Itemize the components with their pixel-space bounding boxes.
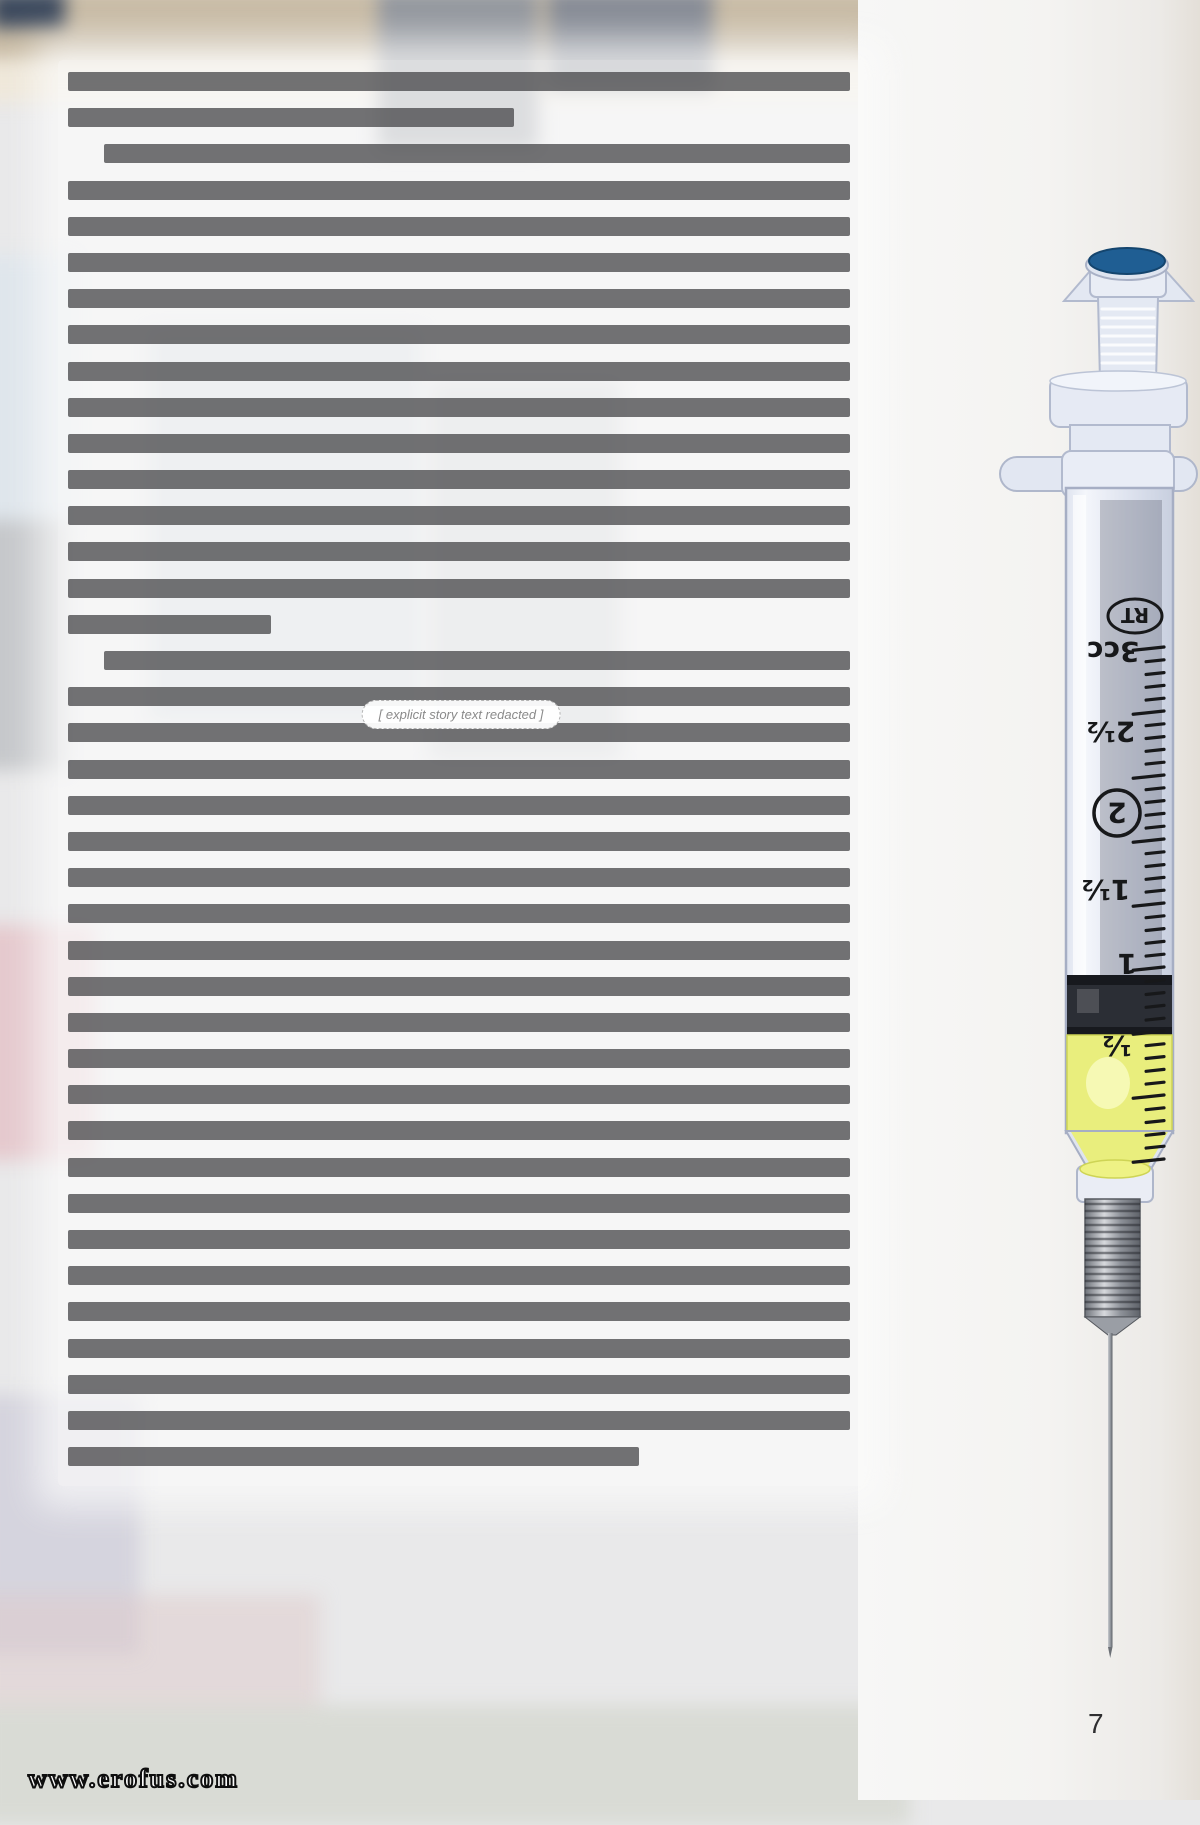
plunger-seal-highlight — [1077, 989, 1099, 1013]
marking-1half: 1½ — [1081, 873, 1131, 906]
hub-taper — [1085, 1317, 1140, 1335]
syringe-illustration — [950, 185, 1200, 1665]
marking-1: 1 — [1117, 947, 1137, 980]
watermark: www.erofus.com — [28, 1764, 239, 1793]
marking-half: ½ — [1102, 1029, 1132, 1062]
page-number: 7 — [1088, 1708, 1104, 1739]
plunger-collar-top — [1050, 371, 1186, 391]
needle-tip — [1108, 1647, 1113, 1658]
liquid-highlight — [1086, 1057, 1130, 1109]
marking-2: 2 — [1107, 796, 1127, 829]
story-text-panel — [58, 60, 864, 1486]
plunger-cap-blue-top — [1089, 248, 1165, 274]
bg-left-shape-gray — [0, 520, 65, 770]
marking-rt: RT — [1120, 603, 1150, 627]
redaction-notice: [ explicit story text redacted ] — [362, 700, 561, 729]
needle — [1108, 1333, 1113, 1647]
marking-3cc: 3cc — [1086, 635, 1140, 668]
redacted-text-lines — [68, 72, 850, 1483]
bg-dark-corner — [0, 0, 65, 28]
marking-2half: 2½ — [1086, 715, 1136, 748]
